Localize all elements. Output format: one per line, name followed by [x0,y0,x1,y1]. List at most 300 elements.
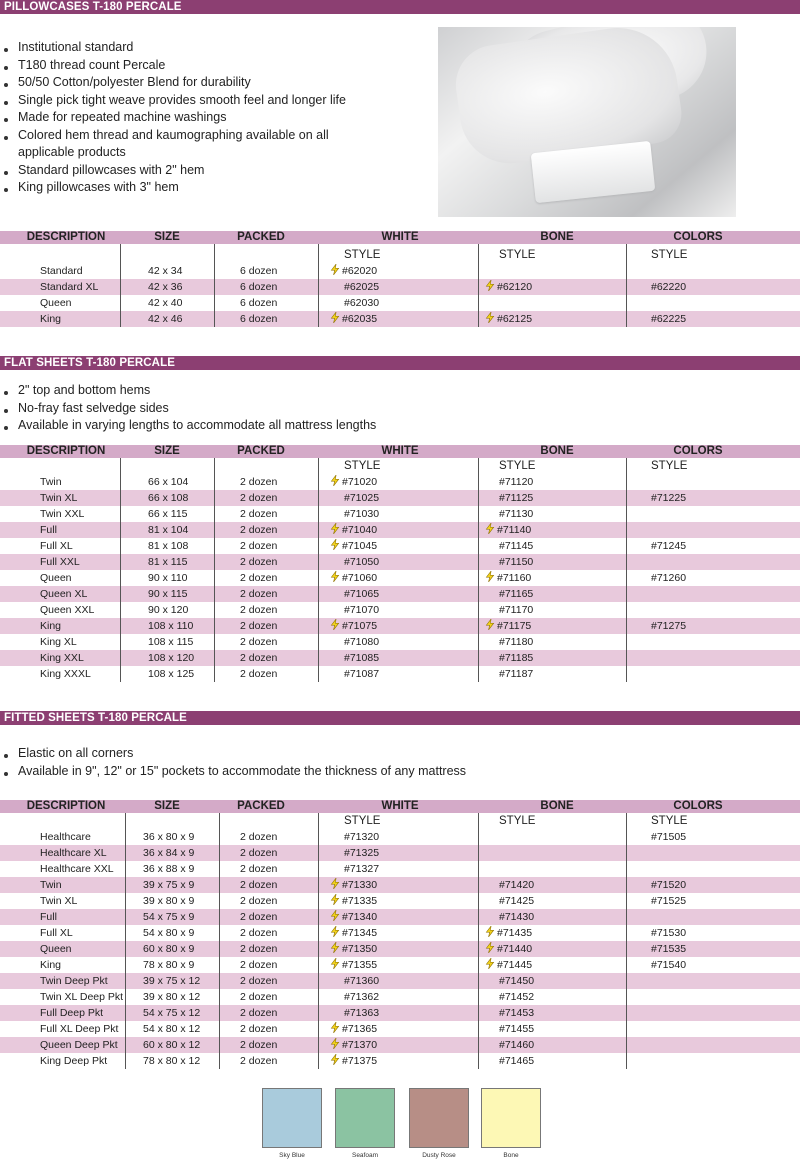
table-row [0,1021,800,1037]
cell-description: Standard [40,265,83,277]
lightning-bolt-icon [485,312,495,323]
style-code: #71187 [499,668,534,680]
cell-description: Twin XXL [40,508,85,520]
style-code: #71030 [344,508,380,520]
cell-description: King Deep Pkt [40,1055,108,1067]
style-code: #62220 [651,281,687,293]
column-divider [478,813,479,1069]
cell-size: 36 x 88 x 9 [143,863,195,875]
style-code: #71180 [499,636,534,648]
feature-item: Standard pillowcases with 2" hem [0,162,346,180]
cell-description: Twin [40,476,62,488]
style-code: #71530 [651,927,687,939]
cell-packed: 2 dozen [240,636,278,648]
cell-style-white [330,909,377,925]
cell-style-white [344,650,379,666]
cell-description: Queen XXL [40,604,95,616]
column-divider [626,244,627,327]
style-code: #71260 [651,572,687,584]
cell-packed: 2 dozen [240,476,278,488]
cell-style-colors [651,925,686,941]
style-code: #71225 [651,492,687,504]
column-divider [214,458,215,682]
lightning-bolt-icon [330,475,340,486]
style-code: #71465 [499,1055,535,1067]
feature-item: Institutional standard [0,39,346,57]
table-header-row [0,231,800,244]
cell-description: King XXL [40,652,84,664]
cell-style-colors [651,893,686,909]
cell-size: 66 x 104 [148,476,189,488]
cell-description: Full Deep Pkt [40,1007,104,1019]
table-row [0,957,800,973]
cell-style-bone [485,522,531,538]
cell-style-bone [499,506,533,522]
cell-style-bone [499,1037,534,1053]
cell-packed: 2 dozen [240,492,278,504]
cell-description: Healthcare XL [40,847,107,859]
table-header-row [0,445,800,458]
cell-packed: 2 dozen [240,1007,278,1019]
style-code: #71450 [499,975,535,987]
column-header-description: DESCRIPTION [26,231,106,243]
cell-description: Full XL [40,927,73,939]
table-row [0,989,800,1005]
table-row [0,877,800,893]
fitted-sheet-features [0,745,466,780]
cell-style-bone [499,1021,534,1037]
style-code: #71365 [342,1023,378,1035]
feature-item: Elastic on all corners [0,745,466,763]
cell-style-white [344,1005,379,1021]
column-divider [626,813,627,1069]
cell-style-bone [485,570,531,586]
style-code: #71140 [497,524,532,536]
table-row [0,973,800,989]
cell-style-white [330,522,377,538]
cell-style-colors [651,279,686,295]
style-code: #71345 [342,927,378,939]
cell-description: Twin XL [40,492,78,504]
style-code: #71535 [651,943,687,955]
column-header-colors: COLORS [673,800,723,812]
swatch-bone [481,1088,541,1148]
cell-style-bone [499,666,533,682]
cell-style-bone [499,554,533,570]
style-code: #71440 [497,943,533,955]
cell-packed: 2 dozen [240,604,278,616]
cell-description: Twin Deep Pkt [40,975,108,987]
style-code: #71080 [344,636,380,648]
cell-description: Full XL [40,540,73,552]
style-code: #62020 [342,265,378,277]
cell-size: 60 x 80 x 12 [143,1039,201,1051]
lightning-bolt-icon [330,958,340,969]
cell-size: 66 x 108 [148,492,189,504]
style-code: #71363 [344,1007,380,1019]
style-subheader-row [0,813,800,829]
cell-style-white [344,586,379,602]
cell-style-white [344,861,379,877]
cell-style-white [344,666,379,682]
cell-packed: 2 dozen [240,831,278,843]
style-code: #71125 [499,492,534,504]
style-code: #71362 [344,991,380,1003]
column-header-bone: BONE [540,445,574,457]
style-code: #71525 [651,895,687,907]
table-header-row [0,800,800,813]
style-label: STYLE [499,815,536,827]
cell-packed: 2 dozen [240,1055,278,1067]
feature-item: Available in varying lengths to accommodate all mattress lengths [0,417,376,435]
cell-style-white [330,1053,377,1069]
cell-packed: 2 dozen [240,652,278,664]
table-row [0,845,800,861]
flat-sheet-table [0,445,800,682]
cell-packed: 2 dozen [240,959,278,971]
cell-size: 81 x 104 [148,524,189,536]
cell-size: 42 x 34 [148,265,183,277]
cell-packed: 6 dozen [240,281,278,293]
cell-packed: 2 dozen [240,927,278,939]
style-label: STYLE [651,460,688,472]
cell-description: Queen [40,297,72,309]
feature-item: 2" top and bottom hems [0,382,376,400]
feature-item: Single pick tight weave provides smooth feel and longer life [0,92,346,110]
cell-packed: 2 dozen [240,556,278,568]
style-code: #71170 [499,604,534,616]
feature-item: King pillowcases with 3" hem [0,179,346,197]
cell-packed: 2 dozen [240,588,278,600]
style-code: #71335 [342,895,378,907]
feature-item: Made for repeated machine washings [0,109,346,127]
cell-style-white [330,941,377,957]
swatch-label: Bone [503,1152,519,1159]
style-label: STYLE [499,249,536,261]
style-code: #71435 [497,927,533,939]
style-code: #71075 [342,620,378,632]
cell-style-white [330,263,377,279]
style-code: #71453 [499,1007,535,1019]
lightning-bolt-icon [485,571,495,582]
swatch-seafoam [335,1088,395,1148]
column-header-packed: PACKED [237,231,285,243]
cell-description: Healthcare [40,831,91,843]
style-code: #71130 [499,508,534,520]
style-code: #71325 [344,847,380,859]
cell-description: Healthcare XXL [40,863,114,875]
table-row [0,941,800,957]
lightning-bolt-icon [485,958,495,969]
cell-style-bone [499,893,534,909]
cell-style-bone [499,602,533,618]
cell-style-colors [651,941,686,957]
cell-packed: 6 dozen [240,297,278,309]
cell-packed: 2 dozen [240,620,278,632]
column-divider [120,244,121,327]
cell-style-white [344,829,379,845]
swatch-label: Sky Blue [279,1152,305,1159]
table-row [0,909,800,925]
style-code: #71355 [342,959,378,971]
cell-size: 39 x 75 x 9 [143,879,195,891]
cell-style-bone [499,973,534,989]
table-row [0,1037,800,1053]
style-label: STYLE [499,460,536,472]
style-code: #71165 [499,588,534,600]
column-header-size: SIZE [154,800,180,812]
cell-description: King [40,959,62,971]
style-code: #71327 [344,863,380,875]
cell-style-white [330,570,377,586]
cell-packed: 2 dozen [240,1023,278,1035]
lightning-bolt-icon [330,539,340,550]
cell-packed: 2 dozen [240,1039,278,1051]
cell-style-colors [651,618,686,634]
column-header-white: WHITE [381,800,419,812]
cell-style-colors [651,877,686,893]
cell-style-white [330,925,377,941]
cell-size: 90 x 120 [148,604,189,616]
lightning-bolt-icon [330,571,340,582]
style-code: #71370 [342,1039,378,1051]
cell-style-white [344,490,379,506]
column-header-description: DESCRIPTION [26,445,106,457]
section-title-pillowcases: PILLOWCASES T-180 PERCALE [0,0,800,14]
feature-item: Colored hem thread and kaumographing available on all [0,127,346,145]
cell-description: Standard XL [40,281,99,293]
cell-size: 66 x 115 [148,508,188,520]
lightning-bolt-icon [485,926,495,937]
cell-style-white [330,957,377,973]
lightning-bolt-icon [485,619,495,630]
style-code: #71460 [499,1039,535,1051]
column-divider [125,813,126,1069]
style-code: #71540 [651,959,687,971]
column-header-bone: BONE [540,800,574,812]
column-divider [120,458,121,682]
style-code: #71455 [499,1023,535,1035]
cell-packed: 2 dozen [240,540,278,552]
cell-packed: 2 dozen [240,911,278,923]
style-code: #71360 [344,975,380,987]
cell-style-bone [499,538,533,554]
style-code: #71445 [497,959,533,971]
cell-style-bone [499,877,534,893]
style-code: #71085 [344,652,380,664]
style-label: STYLE [344,460,381,472]
cell-size: 54 x 80 x 12 [143,1023,201,1035]
style-code: #71340 [342,911,378,923]
cell-style-colors [651,538,686,554]
column-header-white: WHITE [381,445,419,457]
cell-style-white [344,295,379,311]
cell-size: 42 x 40 [148,297,183,309]
cell-size: 108 x 120 [148,652,195,664]
pillowcase-features [0,39,346,197]
lightning-bolt-icon [330,1038,340,1049]
lightning-bolt-icon [330,619,340,630]
cell-style-bone [499,490,533,506]
cell-style-bone [499,1053,534,1069]
cell-style-bone [499,586,533,602]
swatch-dusty-rose [409,1088,469,1148]
cell-size: 54 x 80 x 9 [143,927,195,939]
style-code: #62035 [342,313,378,325]
lightning-bolt-icon [485,523,495,534]
style-code: #71420 [499,879,535,891]
cell-description: King XL [40,636,77,648]
cell-style-colors [651,570,686,586]
style-code: #71120 [499,476,534,488]
cell-style-bone [499,1005,534,1021]
style-code: #71320 [344,831,380,843]
style-code: #71245 [651,540,687,552]
cell-packed: 2 dozen [240,991,278,1003]
cell-size: 108 x 110 [148,620,194,632]
table-row [0,829,800,845]
cell-style-white [344,554,379,570]
lightning-bolt-icon [330,878,340,889]
cell-size: 42 x 36 [148,281,183,293]
style-code: #71040 [342,524,378,536]
style-code: #71185 [499,652,534,664]
cell-packed: 2 dozen [240,863,278,875]
swatch-label: Dusty Rose [422,1152,456,1159]
column-divider [219,813,220,1069]
style-code: #71150 [499,556,534,568]
style-code: #62225 [651,313,687,325]
lightning-bolt-icon [330,894,340,905]
cell-style-colors [651,311,686,327]
lightning-bolt-icon [330,926,340,937]
cell-description: Full XL Deep Pkt [40,1023,119,1035]
column-header-size: SIZE [154,231,180,243]
cell-packed: 2 dozen [240,943,278,955]
style-label: STYLE [651,815,688,827]
style-code: #71020 [342,476,378,488]
style-code: #62025 [344,281,380,293]
style-code: #71520 [651,879,687,891]
column-header-colors: COLORS [673,231,723,243]
style-code: #71375 [342,1055,378,1067]
column-divider [478,458,479,682]
column-header-bone: BONE [540,231,574,243]
style-code: #71430 [499,911,535,923]
table-row [0,893,800,909]
cell-size: 90 x 115 [148,588,188,600]
table-row [0,1053,800,1069]
style-code: #71275 [651,620,687,632]
cell-style-white [344,973,379,989]
pillowcase-table [0,231,800,327]
cell-style-bone [499,909,534,925]
cell-style-colors [651,490,686,506]
cell-size: 60 x 80 x 9 [143,943,195,955]
cell-style-bone [485,618,531,634]
cell-description: Queen XL [40,588,88,600]
cell-packed: 2 dozen [240,668,278,680]
style-label: STYLE [344,249,381,261]
feature-item: T180 thread count Percale [0,57,346,75]
cell-size: 39 x 75 x 12 [143,975,201,987]
column-header-colors: COLORS [673,445,723,457]
cell-description: Full XXL [40,556,80,568]
cell-style-bone [485,957,532,973]
cell-style-white [344,634,379,650]
cell-style-colors [651,957,686,973]
cell-size: 108 x 115 [148,636,194,648]
cell-size: 54 x 75 x 12 [143,1007,201,1019]
cell-style-bone [499,634,533,650]
cell-style-white [330,1021,377,1037]
table-row [0,861,800,877]
style-code: #71175 [497,620,532,632]
cell-style-white [330,538,377,554]
cell-style-white [330,893,377,909]
column-divider [318,813,319,1069]
cell-size: 36 x 80 x 9 [143,831,195,843]
lightning-bolt-icon [330,312,340,323]
style-code: #71452 [499,991,535,1003]
feature-item: applicable products [18,145,126,159]
cell-packed: 2 dozen [240,572,278,584]
lightning-bolt-icon [330,1054,340,1065]
cell-size: 36 x 84 x 9 [143,847,195,859]
cell-style-colors [651,829,686,845]
column-header-packed: PACKED [237,800,285,812]
column-header-size: SIZE [154,445,180,457]
lightning-bolt-icon [330,1022,340,1033]
cell-packed: 2 dozen [240,524,278,536]
feature-item: 50/50 Cotton/polyester Blend for durability [0,74,346,92]
cell-description: Twin [40,879,62,891]
cell-packed: 2 dozen [240,847,278,859]
style-code: #71425 [499,895,535,907]
column-divider [626,458,627,682]
style-code: #71065 [344,588,380,600]
cell-size: 78 x 80 x 9 [143,959,195,971]
cell-style-bone [499,989,534,1005]
fitted-sheet-table [0,800,800,1069]
column-divider [318,244,319,327]
lightning-bolt-icon [330,910,340,921]
style-label: STYLE [344,815,381,827]
style-code: #71145 [499,540,534,552]
style-code: #71087 [344,668,380,680]
cell-size: 54 x 75 x 9 [143,911,195,923]
cell-style-white [344,989,379,1005]
column-header-packed: PACKED [237,445,285,457]
cell-size: 39 x 80 x 9 [143,895,195,907]
swatch-sky-blue [262,1088,322,1148]
cell-description: Full [40,911,57,923]
style-code: #71060 [342,572,378,584]
cell-style-white [330,1037,377,1053]
cell-style-white [344,506,379,522]
cell-description: King [40,313,62,325]
cell-description: King [40,620,62,632]
lightning-bolt-icon [485,942,495,953]
section-title-fitted-sheets: FITTED SHEETS T-180 PERCALE [0,711,800,725]
style-code: #62120 [497,281,533,293]
cell-style-white [344,279,379,295]
column-divider [318,458,319,682]
pillowcase-photo [438,27,736,217]
lightning-bolt-icon [485,280,495,291]
cell-packed: 6 dozen [240,313,278,325]
cell-description: Queen [40,943,72,955]
